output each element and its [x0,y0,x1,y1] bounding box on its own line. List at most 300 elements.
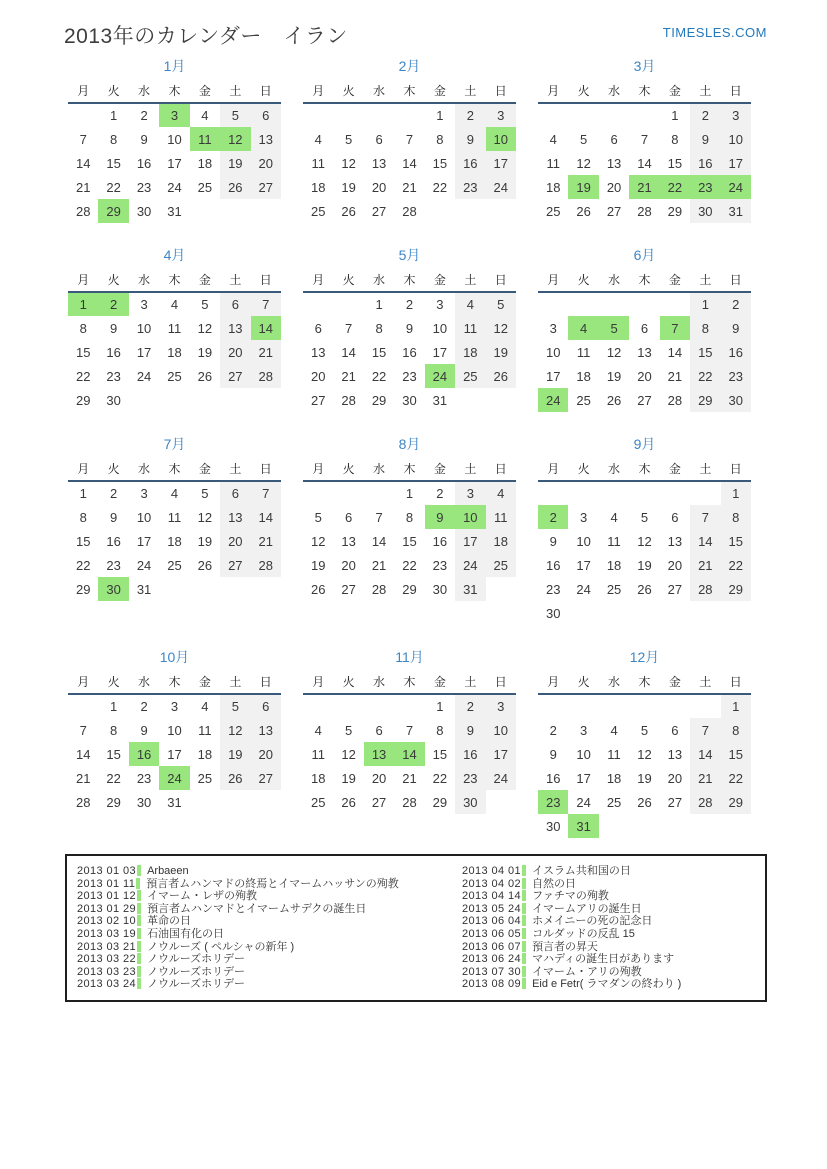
weekday-header: 火 [107,461,120,476]
week-row [68,316,281,340]
empty-cell [599,292,629,316]
day-cell: 23 [545,581,561,597]
weekday-header: 金 [433,83,446,98]
empty-cell [159,388,189,412]
day-cell: 25 [486,553,516,577]
legend-item [77,928,462,941]
legend-label: マハディの誕生日があります [532,953,675,966]
day-cell: 19 [637,770,652,786]
day-cell: 12 [486,316,516,340]
legend-label: ノウルーズホリデー [147,965,245,978]
day-cell: 28 [371,581,387,597]
day-cell: 14 [75,746,91,762]
week-row [303,175,516,199]
weekday-header: 土 [699,272,712,287]
week-row [303,577,516,601]
day-cell: 10 [455,505,485,529]
day-cell: 11 [311,746,325,762]
month-table [303,81,516,223]
day-cell: 20 [371,770,387,786]
empty-cell [190,790,220,814]
day-cell: 7 [251,292,281,316]
day-cell: 12 [220,718,250,742]
legend-item [77,978,462,991]
weekday-header: 火 [342,83,355,98]
day-cell: 15 [721,529,751,553]
day-cell: 22 [660,175,690,199]
weekday-header: 日 [494,83,507,98]
day-cell: 11 [198,722,212,738]
legend-label: ホメイニーの死の記念日 [532,915,653,928]
day-cell: 1 [721,694,751,718]
day-cell: 25 [310,203,326,219]
empty-cell [690,694,720,718]
weekday-header: 日 [729,272,742,287]
day-cell: 4 [314,131,322,147]
week-row [68,742,281,766]
day-cell: 14 [251,505,281,529]
day-cell: 4 [314,722,322,738]
weekday-header: 月 [547,461,560,476]
legend-label: 自然の日 [532,877,577,890]
legend-item [462,915,755,928]
day-cell: 15 [371,344,387,360]
week-row [538,577,751,601]
day-cell: 27 [220,553,250,577]
weekday-header: 月 [77,461,90,476]
day-cell: 22 [106,179,121,195]
day-cell: 17 [136,533,152,549]
day-cell: 4 [549,131,557,147]
day-cell: 4 [455,292,485,316]
day-cell: 27 [251,766,281,790]
week-row [303,553,516,577]
empty-cell [690,814,720,838]
empty-cell [568,694,598,718]
day-cell: 23 [136,770,152,786]
week-row [303,742,516,766]
day-cell: 28 [251,364,281,388]
empty-cell [303,292,333,316]
legend-item [77,865,462,878]
day-cell: 11 [167,320,182,336]
day-cell: 15 [721,742,751,766]
day-cell: 1 [68,292,98,316]
day-cell: 28 [667,392,683,408]
day-cell: 24 [721,175,751,199]
day-cell: 7 [640,131,649,147]
day-cell: 3 [721,103,751,127]
day-cell: 30 [432,581,448,597]
day-cell: 15 [432,746,448,762]
day-cell: 29 [106,794,121,810]
holiday-legend [65,854,767,1002]
day-cell: 20 [251,151,281,175]
day-cell: 29 [667,203,683,219]
empty-cell [68,103,98,127]
weekday-header: 日 [259,674,272,689]
weekday-header: 水 [608,461,621,476]
day-cell: 30 [136,203,152,219]
holiday-marker-icon [522,865,526,876]
holiday-marker-icon [137,928,141,939]
legend-label: イマーム・アリの殉教 [532,965,642,978]
day-cell: 22 [721,553,751,577]
legend-date: 2013 01 12 [77,890,137,903]
week-row [68,292,281,316]
holiday-marker-icon [137,941,141,952]
weekday-header: 木 [638,272,651,287]
day-cell: 2 [110,486,118,501]
day-cell: 7 [690,718,720,742]
weekday-header: 金 [668,83,681,98]
weekday-header: 木 [168,272,181,287]
day-cell: 1 [405,486,414,501]
legend-date: 2013 04 01 [462,865,522,877]
month-table [303,672,516,814]
day-cell: 18 [197,746,213,762]
weekday-header: 月 [547,272,560,287]
empty-cell [303,481,333,505]
day-cell: 19 [220,742,250,766]
day-cell: 1 [79,486,87,501]
week-row [68,151,281,175]
day-cell: 16 [106,344,121,360]
empty-cell [629,601,659,625]
weekday-header: 水 [138,83,151,98]
day-cell: 18 [576,368,591,384]
legend-date: 2013 06 04 [462,915,522,928]
empty-cell [568,103,598,127]
week-row [303,481,516,505]
week-row [68,553,281,577]
weekday-header: 木 [403,674,416,689]
weekday-header: 木 [403,461,416,476]
day-cell: 5 [314,509,322,525]
day-cell: 1 [690,292,720,316]
week-row [538,553,751,577]
month-title: 6月 [633,247,656,263]
day-cell: 25 [197,770,213,786]
holiday-marker-icon [522,953,526,964]
month-title: 10月 [159,649,190,665]
holiday-marker-icon [522,966,526,977]
day-cell: 6 [375,722,383,738]
legend-label: ファチマの殉教 [532,890,609,903]
day-cell: 30 [98,577,128,601]
day-cell: 15 [106,746,121,762]
day-cell: 8 [405,509,414,525]
week-row [538,790,751,814]
empty-cell [364,481,394,505]
empty-cell [394,103,424,127]
weekday-header: 土 [464,272,477,287]
month-title: 2月 [398,58,421,74]
weekday-header: 月 [77,83,90,98]
legend-date: 2013 03 22 [77,953,137,966]
day-cell: 4 [201,108,209,123]
day-cell: 28 [637,203,652,219]
day-cell: 20 [220,340,250,364]
empty-cell [660,814,690,838]
day-cell: 2 [405,297,414,312]
weekday-header: 日 [259,272,272,287]
day-cell: 18 [455,340,485,364]
week-row [68,340,281,364]
empty-cell [333,481,363,505]
months-grid [68,56,827,838]
day-cell: 2 [690,103,720,127]
weekday-header: 火 [107,674,120,689]
day-cell: 8 [79,320,87,336]
day-cell: 19 [197,533,213,549]
empty-cell [538,694,568,718]
day-cell: 6 [671,509,679,525]
day-cell: 31 [721,199,751,223]
empty-cell [190,577,220,601]
day-cell: 23 [721,364,751,388]
month-title: 9月 [633,436,656,452]
week-row [303,364,516,388]
day-cell: 21 [75,179,91,195]
day-cell: 17 [721,151,751,175]
day-cell: 3 [486,103,516,127]
weekday-header: 土 [229,674,242,689]
legend-label: Arbaeen [147,865,189,877]
day-cell: 7 [660,316,690,340]
holiday-marker-icon [137,865,141,876]
day-cell: 4 [610,509,618,525]
empty-cell [190,199,220,223]
day-cell: 12 [197,320,213,336]
weekday-header: 日 [494,674,507,689]
day-cell: 8 [110,131,118,147]
month-table [538,270,751,412]
day-cell: 26 [197,368,213,384]
empty-cell [486,790,516,814]
month-table [538,672,751,838]
day-cell: 16 [402,344,417,360]
day-cell: 5 [201,486,209,501]
day-cell: 11 [486,505,516,529]
week-row [538,199,751,223]
month-table [68,81,281,223]
empty-cell [190,388,220,412]
day-cell: 18 [486,529,516,553]
day-cell: 9 [721,316,751,340]
day-cell: 11 [167,509,182,525]
day-cell: 12 [637,533,652,549]
weekday-header: 月 [547,674,560,689]
day-cell: 11 [546,155,560,171]
weekday-header: 土 [699,461,712,476]
day-cell: 3 [436,297,444,312]
legend-item [77,878,462,891]
day-cell: 18 [310,179,326,195]
day-cell: 2 [549,722,557,738]
legend-item [462,890,755,903]
day-cell: 20 [310,368,326,384]
legend-label: ノウルーズ ( ペルシャの新年 ) [147,940,295,953]
week-row [68,388,281,412]
empty-cell [303,103,333,127]
week-row [303,199,516,223]
day-cell: 5 [640,509,649,525]
day-cell: 24 [486,766,516,790]
legend-label: 預言者ムハンマドの終焉とイマームハッサンの殉教 [146,877,399,890]
week-row [538,601,751,625]
day-cell: 10 [486,127,516,151]
empty-cell [251,199,281,223]
day-cell: 19 [310,557,326,573]
weekday-header: 日 [259,461,272,476]
day-cell: 2 [455,694,485,718]
weekday-header: 木 [403,83,416,98]
empty-cell [303,694,333,718]
month-title: 1月 [163,58,186,74]
day-cell: 16 [455,151,485,175]
day-cell: 11 [190,127,220,151]
day-cell: 28 [75,203,91,219]
day-cell: 3 [140,486,148,501]
day-cell: 9 [455,718,485,742]
day-cell: 16 [432,533,448,549]
day-cell: 18 [606,770,622,786]
legend-item [462,878,755,891]
week-row [68,505,281,529]
legend-date: 2013 05 24 [462,902,522,915]
weekday-header: 土 [229,461,242,476]
empty-cell [394,694,424,718]
legend-label: コルダッドの反乱 15 [532,927,635,940]
day-cell: 30 [455,790,485,814]
day-cell: 5 [345,722,353,738]
day-cell: 7 [79,722,87,738]
day-cell: 22 [690,364,720,388]
legend-date: 2013 06 24 [462,953,522,966]
empty-cell [568,481,598,505]
day-cell: 21 [251,340,281,364]
day-cell: 11 [576,344,591,360]
day-cell: 30 [721,388,751,412]
legend-date: 2013 07 30 [462,965,522,978]
site-link[interactable]: TIMESLES.COM [662,25,767,40]
empty-cell [629,481,659,505]
day-cell: 26 [220,766,250,790]
day-cell: 2 [98,292,128,316]
day-cell: 23 [455,175,485,199]
day-cell: 26 [486,364,516,388]
empty-cell [251,388,281,412]
day-cell: 21 [402,179,417,195]
day-cell: 13 [341,533,356,549]
day-cell: 28 [690,790,720,814]
day-cell: 21 [75,770,91,786]
day-cell: 14 [251,316,281,340]
day-cell: 20 [220,529,250,553]
day-cell: 14 [690,529,720,553]
day-cell: 26 [606,392,622,408]
day-cell: 27 [371,794,387,810]
weekday-header: 月 [312,461,325,476]
week-row [303,316,516,340]
day-cell: 10 [576,746,591,762]
day-cell: 26 [637,581,652,597]
day-cell: 23 [690,175,720,199]
weekday-header: 金 [198,83,211,98]
month-table [538,459,751,625]
day-cell: 21 [341,368,356,384]
day-cell: 8 [79,509,87,525]
month-block [68,647,281,838]
day-cell: 7 [251,481,281,505]
day-cell: 6 [314,320,322,336]
day-cell: 6 [251,103,281,127]
empty-cell [425,199,455,223]
weekday-header: 火 [577,461,590,476]
day-cell: 10 [721,127,751,151]
day-cell: 10 [167,131,182,147]
weekday-header: 水 [373,461,386,476]
week-row [303,505,516,529]
day-cell: 29 [75,581,91,597]
day-cell: 23 [106,368,121,384]
day-cell: 5 [345,131,353,147]
day-cell: 16 [136,155,152,171]
day-cell: 27 [341,581,356,597]
day-cell: 6 [220,481,250,505]
day-cell: 20 [251,742,281,766]
week-row [303,694,516,718]
day-cell: 7 [345,320,353,336]
day-cell: 9 [140,722,148,738]
empty-cell [251,790,281,814]
day-cell: 25 [545,203,561,219]
day-cell: 17 [167,746,182,762]
day-cell: 18 [545,179,561,195]
day-cell: 7 [79,131,87,147]
day-cell: 26 [341,203,356,219]
day-cell: 29 [75,392,91,408]
legend-item [462,978,755,991]
week-row [303,103,516,127]
day-cell: 16 [129,742,159,766]
legend-label: Eid e Fetr( ラマダンの終わり ) [532,978,682,991]
weekday-header: 火 [107,83,120,98]
month-table [303,459,516,601]
day-cell: 21 [667,368,683,384]
day-cell: 16 [690,151,720,175]
weekday-header: 水 [373,674,386,689]
month-table [68,672,281,814]
day-cell: 12 [576,155,591,171]
day-cell: 13 [606,155,622,171]
week-row [538,718,751,742]
day-cell: 8 [690,316,720,340]
month-table [303,270,516,412]
weekday-header: 日 [494,272,507,287]
weekday-header: 火 [342,272,355,287]
day-cell: 31 [167,794,182,810]
legend-label: 預言者の昇天 [532,940,599,953]
empty-cell [486,199,516,223]
day-cell: 12 [310,533,326,549]
weekday-header: 月 [312,674,325,689]
empty-cell [455,388,485,412]
empty-cell [629,103,659,127]
holiday-marker-icon [137,978,141,989]
week-row [538,127,751,151]
